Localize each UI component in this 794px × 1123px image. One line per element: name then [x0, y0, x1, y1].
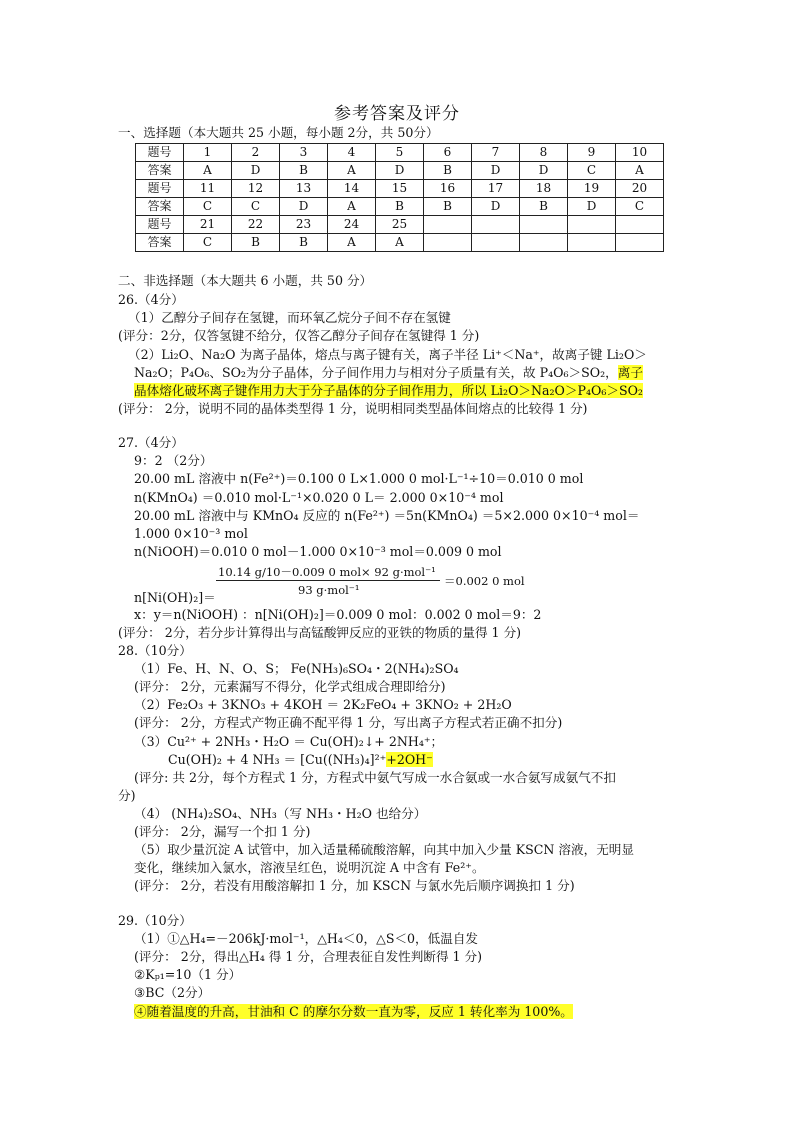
answer-table-cell: 12 [232, 180, 280, 198]
answer-table-cell [520, 216, 568, 234]
answer-table-cell: 25 [376, 216, 424, 234]
answer-table-cell: 22 [232, 216, 280, 234]
answer-table-cell: D [568, 198, 616, 216]
answer-table-cell: 18 [520, 180, 568, 198]
answer-table-cell: 14 [328, 180, 376, 198]
answer-table-cell: A [328, 162, 376, 180]
q27-calc-4: 1.000 0×10⁻³ mol [134, 526, 248, 541]
answer-table-cell: C [232, 198, 280, 216]
answer-table-cell: 6 [424, 144, 472, 162]
answer-table-cell [616, 234, 664, 252]
q29-answer-3: ③BC（2分） [134, 985, 211, 1000]
answer-table-cell: 23 [280, 216, 328, 234]
q27-calc-6: n[Ni(OH)₂]＝ [134, 590, 216, 605]
answer-table-cell: C [184, 234, 232, 252]
answer-table-cell: D [280, 198, 328, 216]
answer-table-cell [472, 234, 520, 252]
answer-table-cell: D [472, 198, 520, 216]
answer-table-cell: A [184, 162, 232, 180]
answer-table-cell: B [424, 198, 472, 216]
q27-calc-3: 20.00 mL 溶液中与 KMnO₄ 反应的 n(Fe²⁺) ＝5n(KMnO₄) ＝5×2.000 0×10⁻⁴ mol＝ [134, 508, 640, 523]
q26-scoring-2: (评分： 2分，说明不同的晶体类型得 1 分，说明相同类型晶体间熔点的比较得 1 分) [118, 401, 588, 416]
q28-answer-5-line2: 变化，继续加入氯水，溶液呈红色，说明沉淀 A 中含有 Fe²⁺。 [134, 860, 485, 875]
q29-answer-2: ②Kₚ₁=10（1 分） [134, 967, 242, 982]
answer-table-cell [616, 216, 664, 234]
answer-table-row-label: 题号 [136, 180, 184, 198]
q28-answer-3-line2: Cu(OH)₂ + 4 NH₃ ＝ [Cu((NH₃)₄]²⁺+2OH⁻ [168, 752, 433, 767]
answer-table-row [136, 180, 664, 198]
answer-table-cell: D [232, 162, 280, 180]
q28-answer-1: （1）Fe、H、N、O、S； Fe(NH₃)₆SO₄・2(NH₄)₂SO₄ [134, 661, 459, 676]
q28-scoring-1: (评分： 2分，元素漏写不得分，化学式组成合理即给分) [134, 679, 446, 694]
answer-table-cell: 1 [184, 144, 232, 162]
q27-scoring: (评分： 2分，若分步计算得出与高锰酸钾反应的亚铁的物质的量得 1 分) [118, 625, 522, 640]
answer-table-row-label: 答案 [136, 198, 184, 216]
answer-table-cell: 16 [424, 180, 472, 198]
answer-table-row-label: 题号 [136, 216, 184, 234]
answer-table-cell [520, 234, 568, 252]
answer-table-cell: 20 [616, 180, 664, 198]
q27-calc-1: 20.00 mL 溶液中 n(Fe²⁺)＝0.100 0 L×1.000 0 mol·L⁻¹÷10＝0.010 0 mol [134, 471, 584, 486]
answer-table-cell: A [328, 234, 376, 252]
answer-table-row [136, 198, 664, 216]
q27-calc-5: n(NiOOH)＝0.010 0 mol－1.000 0×10⁻³ mol＝0.009 0 mol [134, 544, 502, 559]
answer-table-cell: 11 [184, 180, 232, 198]
q28-scoring-4: (评分： 2分，漏写一个扣 1 分) [134, 824, 311, 839]
answer-table-cell: 19 [568, 180, 616, 198]
q26-scoring-1: (评分：2分，仅答氢键不给分，仅答乙醇分子间存在氢键得 1 分) [118, 328, 480, 343]
q28-heading: 28.（10分） [118, 643, 192, 658]
answer-table-row-label: 题号 [136, 144, 184, 162]
answer-table-cell: B [280, 162, 328, 180]
q27-calc-2: n(KMnO₄) ＝0.010 mol·L⁻¹×0.020 0 L＝ 2.000 0×10⁻⁴ mol [134, 490, 504, 505]
answer-table-cell: 9 [568, 144, 616, 162]
q28-scoring-2: (评分： 2分，方程式产物正确不配平得 1 分，写出离子方程式若正确不扣分) [134, 715, 563, 730]
answer-table-cell: C [184, 198, 232, 216]
answer-table-row [136, 162, 664, 180]
q27-fraction-result: ＝0.002 0 mol [444, 574, 525, 588]
answer-table-cell: D [376, 162, 424, 180]
q28-answer-2: （2）Fe₂O₃ + 3KNO₃ + 4KOH ＝ 2K₂FeO₄ + 3KNO₂ + 2H₂O [134, 697, 512, 712]
answer-table-cell [568, 216, 616, 234]
section1-heading: 一、选择题（本大题共 25 小题，每小题 2分，共 50分） [118, 125, 439, 140]
answer-table-cell: 15 [376, 180, 424, 198]
q29-scoring-1: (评分： 2分，得出△H₄ 得 1 分，合理表征自发性判断得 1 分) [134, 949, 483, 964]
answer-table-cell: 24 [328, 216, 376, 234]
answer-table-cell: 17 [472, 180, 520, 198]
answer-table-cell: 3 [280, 144, 328, 162]
q27-fraction-numerator: 10.14 g/10－0.009 0 mol× 92 g·mol⁻¹ [218, 565, 436, 579]
answer-table-cell: C [568, 162, 616, 180]
q28-answer-3-line1: （3）Cu²⁺ + 2NH₃・H₂O ＝ Cu(OH)₂↓+ 2NH₄⁺； [134, 734, 444, 749]
answer-table-cell [568, 234, 616, 252]
answer-table-cell: 7 [472, 144, 520, 162]
answer-table-cell: B [520, 198, 568, 216]
answer-table-row [136, 144, 664, 162]
q28-scoring-5: (评分： 2分，若没有用酸溶解扣 1 分，加 KSCN 与氯水先后顺序调换扣 1 分) [134, 878, 575, 893]
page-title: 参考答案及评分 [334, 104, 460, 124]
q27-heading: 27.（4分） [118, 435, 184, 450]
answer-table-row [136, 234, 664, 252]
answer-table-cell: A [376, 234, 424, 252]
answer-table-cell: D [520, 162, 568, 180]
answer-table-cell: 21 [184, 216, 232, 234]
answer-table-cell: B [424, 162, 472, 180]
answer-table-row-label: 答案 [136, 162, 184, 180]
answer-table-cell: C [616, 198, 664, 216]
answer-table-cell: 8 [520, 144, 568, 162]
q26-answer-2-line1: （2）Li₂O、Na₂O 为离子晶体，熔点与离子键有关，离子半径 Li⁺＜Na⁺，故离子键 Li₂O＞ [128, 347, 647, 362]
answer-table-cell: 2 [232, 144, 280, 162]
q26-answer-2-line2: Na₂O；P₄O₆、SO₂为分子晶体，分子间作用力与相对分子质量有关，故 P₄O₆＞SO₂，离子 [134, 365, 643, 380]
answer-table [135, 143, 664, 252]
q27-calc-7: x：y＝n(NiOOH) ：n[Ni(OH)₂]＝0.009 0 mol：0.002 0 mol＝9：2 [134, 607, 542, 622]
q27-ratio: 9：2 （2分） [134, 453, 213, 468]
answer-table-row [136, 216, 664, 234]
q26-answer-2-line3: 晶体熔化破坏离子键作用力大于分子晶体的分子间作用力，所以 Li₂O＞Na₂O＞P₄O₆＞SO₂ [134, 383, 643, 398]
answer-table-cell: B [280, 234, 328, 252]
answer-table-cell [472, 216, 520, 234]
section2-heading: 二、非选择题（本大题共 6 小题，共 50 分） [118, 273, 373, 288]
q26-answer-1: （1）乙醇分子间存在氢键，而环氧乙烷分子间不存在氢键 [128, 310, 451, 325]
answer-table-cell: 10 [616, 144, 664, 162]
q28-scoring-3-line1: (评分: 共 2分，每个方程式 1 分，方程式中氨气写成一水合氨或一水合氨写成氨气不扣 [134, 770, 616, 785]
answer-table-cell: 4 [328, 144, 376, 162]
answer-table-cell: A [616, 162, 664, 180]
q28-answer-4: （4） (NH₄)₂SO₄、NH₃（写 NH₃・H₂O 也给分） [134, 806, 427, 821]
answer-table-row-label: 答案 [136, 234, 184, 252]
q26-heading: 26.（4分） [118, 292, 184, 307]
q29-heading: 29.（10分） [118, 913, 192, 928]
q29-answer-1: （1）①△H₄=－206kJ·mol⁻¹，△H₄＜0，△S＜0，低温自发 [134, 931, 479, 946]
answer-table-cell [424, 216, 472, 234]
q28-answer-5-line1: （5）取少量沉淀 A 试管中，加入适量稀硫酸溶解，向其中加入少量 KSCN 溶液，无明显 [134, 842, 634, 857]
answer-table-cell [424, 234, 472, 252]
answer-table-cell: 5 [376, 144, 424, 162]
q29-answer-4: ④随着温度的升高，甘油和 C 的摩尔分数一直为零，反应 1 转化率为 100%。 [134, 1004, 573, 1019]
answer-table-cell: 13 [280, 180, 328, 198]
answer-table-cell: A [328, 198, 376, 216]
answer-table-cell: B [232, 234, 280, 252]
q28-scoring-3-line2: 分) [118, 788, 136, 803]
q27-fraction-denominator: 93 g·mol⁻¹ [298, 583, 360, 597]
answer-table-cell: B [376, 198, 424, 216]
answer-table-cell: D [472, 162, 520, 180]
q27-fraction-bar [216, 580, 440, 581]
